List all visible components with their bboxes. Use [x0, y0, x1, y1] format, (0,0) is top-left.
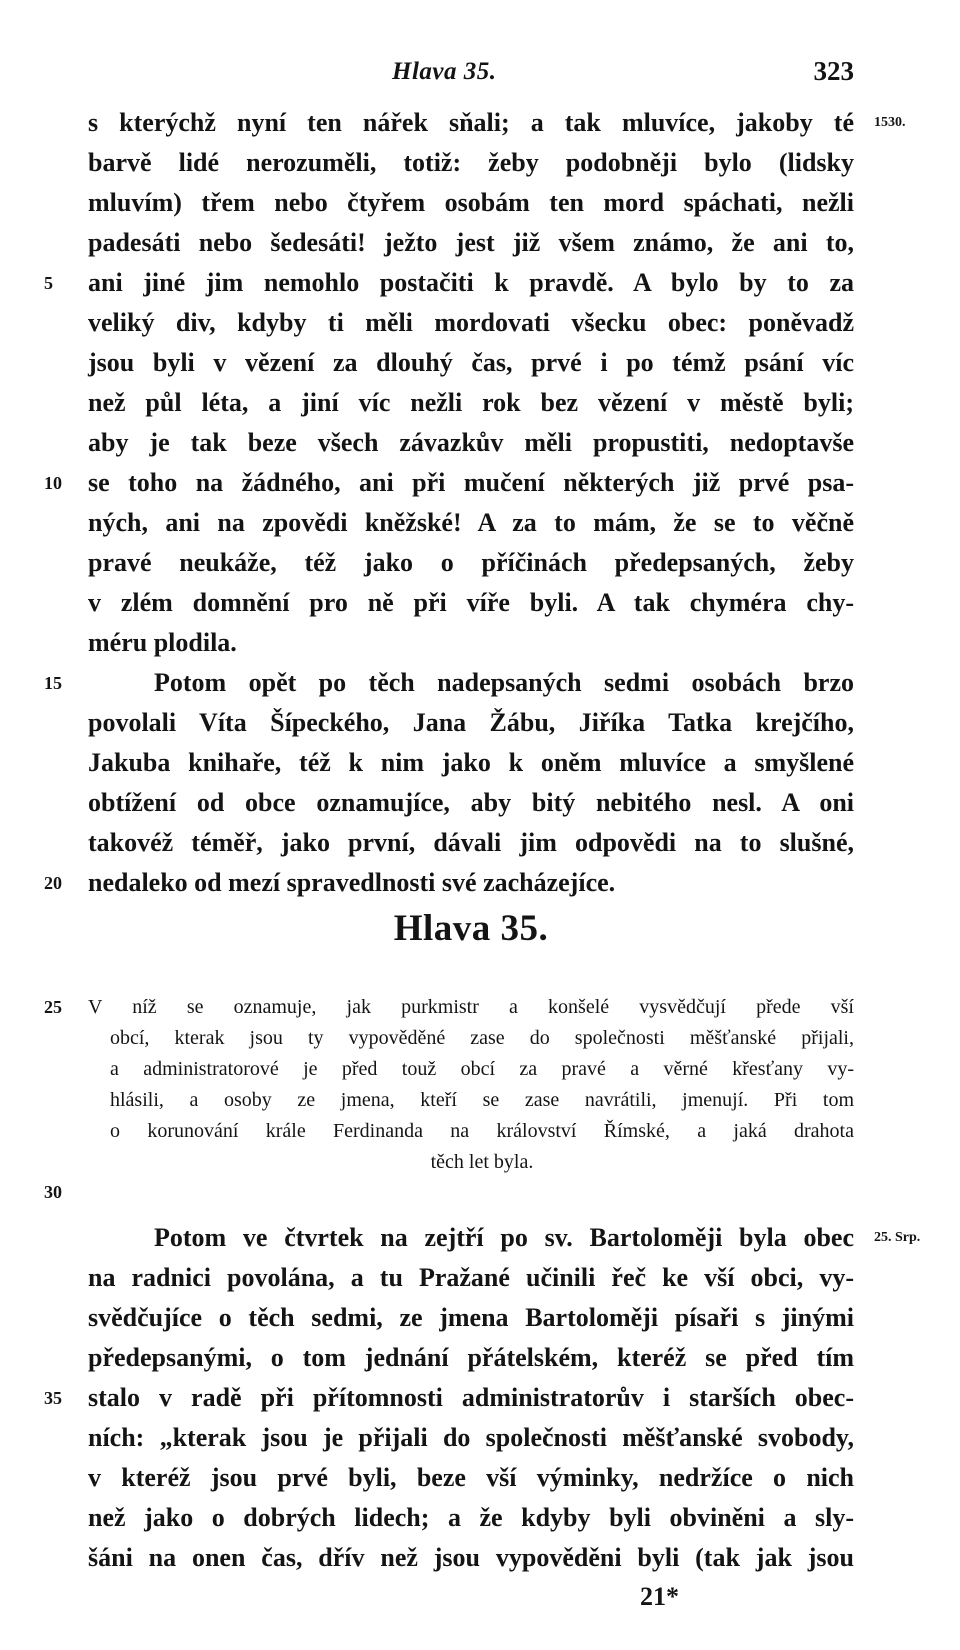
- text-line: se toho na žádného, ani při mučení některých již prvé psa-: [88, 468, 854, 497]
- text-line: s kterýchž nyní ten nářek sňali; a tak mluvíce, jakoby té: [88, 108, 854, 137]
- summary-line: obcí, kterak jsou ty vypověděné zase do společnosti měšťanské přijali,: [110, 1027, 854, 1049]
- line-number: 20: [44, 873, 62, 893]
- text-line: než půl léta, a jiní víc nežli rok bez vězení v městě byli;: [88, 388, 854, 417]
- text-line: obtížení od obce oznamujíce, aby bitý nebitého nesl. A oni: [88, 788, 854, 817]
- text-line: než jako o dobrých lidech; a že kdyby byli obviněni a sly-: [88, 1503, 854, 1532]
- text-line: v kteréž jsou prvé byli, beze vší výminky, nedržíce o nich: [88, 1463, 854, 1492]
- line-number: 30: [44, 1182, 62, 1202]
- text-line: Potom ve čtvrtek na zejtří po sv. Bartoloměji byla obec: [154, 1223, 854, 1252]
- line-number: 25: [44, 997, 62, 1017]
- text-line: mluvím) třem nebo čtyřem osobám ten mord spáchati, nežli: [88, 188, 854, 217]
- running-title: Hlava 35.: [392, 58, 497, 85]
- summary-line: V níž se oznamuje, jak purkmistr a konšelé vysvědčují přede vší: [88, 996, 854, 1018]
- summary-line: hlásili, a osoby ze jmena, kteří se zase navrátili, jmenují. Při tom: [110, 1089, 854, 1111]
- summary-line: o korunování krále Ferdinanda na království Římské, a jaká drahota: [110, 1120, 854, 1142]
- text-line: nedaleko od mezí spravedlnosti své zacházejíce.: [88, 868, 616, 897]
- text-line: ních: „kterak jsou je přijali do společnosti měšťanské svobody,: [88, 1423, 854, 1452]
- text-line: na radnici povolána, a tu Pražané učinili řeč ke vší obci, vy-: [88, 1263, 854, 1292]
- text-line: Potom opět po těch nadepsaných sedmi osobách brzo: [154, 668, 854, 697]
- text-line: ných, ani na zpovědi kněžské! A za to mám, že se to věčně: [88, 508, 854, 537]
- summary-line: a administratorové je před touž obcí za pravé a věrné křesťany vy-: [110, 1058, 854, 1080]
- text-line: jsou byli v vězení za dlouhý čas, prvé i po témž psání víc: [88, 348, 854, 377]
- text-line: povolali Víta Šípeckého, Jana Žábu, Jiříka Tatka krejčího,: [88, 708, 854, 737]
- text-line: šáni na onen čas, dřív než jsou vypověděni byli (tak jak jsou: [88, 1543, 854, 1572]
- text-line: takovéž téměř, jako první, dávali jim odpovědi na to slušné,: [88, 828, 854, 857]
- text-line: pravé neukáže, též jako o příčinách předepsaných, žeby: [88, 548, 854, 577]
- margin-note-date: 25. Srp.: [874, 1230, 921, 1245]
- text-line: veliký div, kdyby ti měli mordovati všecku obec: poněvadž: [88, 308, 854, 337]
- chapter-heading: Hlava 35.: [393, 908, 549, 949]
- text-line: předepsanými, o tom jednání přátelském, kteréž se před tím: [88, 1343, 854, 1372]
- text-line: svědčujíce o těch sedmi, ze jmena Bartoloměji písaři s jinými: [88, 1303, 854, 1332]
- line-number: 15: [44, 673, 62, 693]
- summary-line: těch let byla.: [430, 1151, 534, 1173]
- text-line: v zlém domnění pro ně při víře byli. A tak chyméra chy-: [88, 588, 854, 617]
- page-header: [88, 58, 854, 94]
- line-number: 5: [44, 273, 53, 293]
- text-line: padesáti nebo šedesáti! ježto jest již všem známo, že ani to,: [88, 228, 854, 257]
- line-number: 35: [44, 1388, 62, 1408]
- text-line: méru plodila.: [88, 628, 237, 657]
- line-number: 10: [44, 473, 62, 493]
- text-line: aby je tak beze všech závazkův měli propustiti, nedoptavše: [88, 428, 854, 457]
- text-line: Jakuba knihaře, též k nim jako k oněm mluvíce a smyšlené: [88, 748, 854, 777]
- text-line: barvě lidé nerozuměli, totiž: žeby podobněji bylo (lidsky: [88, 148, 854, 177]
- signature-mark: 21*: [640, 1582, 679, 1611]
- margin-note-year: 1530.: [874, 115, 906, 130]
- text-line: stalo v radě při přítomnosti administratorův i starších obec-: [88, 1383, 854, 1412]
- text-line: ani jiné jim nemohlo postačiti k pravdě. A bylo by to za: [88, 268, 854, 297]
- page-number: 323: [813, 56, 854, 86]
